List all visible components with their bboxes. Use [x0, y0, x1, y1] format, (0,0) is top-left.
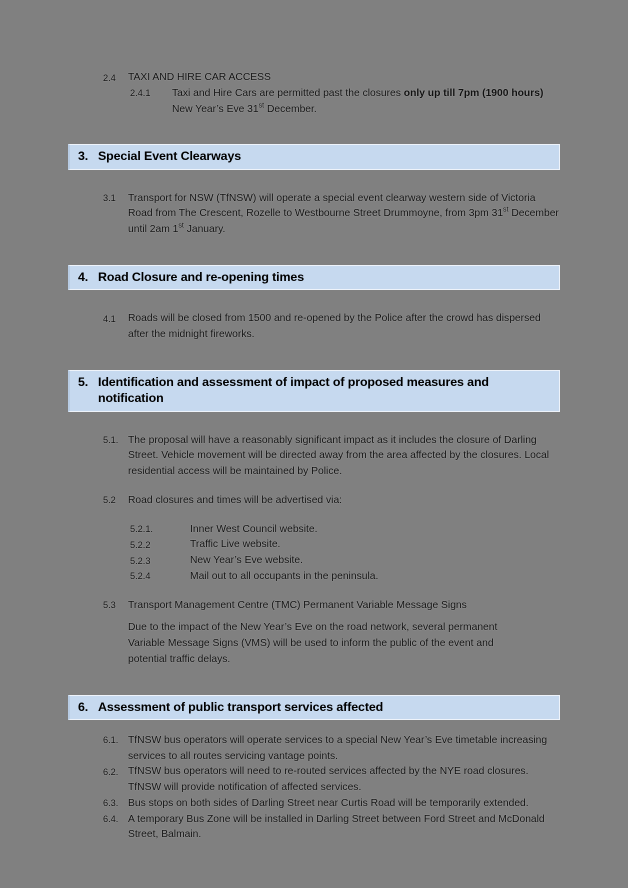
spacer: [68, 720, 560, 733]
clause-text: Bus stops on both sides of Darling Street near Curtis Road will be temporarily extended.: [128, 797, 529, 809]
clause-number: 2.4.1: [130, 88, 151, 99]
clause-text: Road closures and times will be advertised via:: [128, 494, 343, 506]
clause-number: 5.2.4: [130, 571, 151, 582]
clause-5-2: [68, 493, 560, 509]
spacer: [68, 480, 560, 493]
clause-number: 6.4.: [103, 814, 119, 825]
section-number: 5.: [78, 374, 89, 389]
clause-text: TAXI AND HIRE CAR ACCESS: [128, 72, 271, 83]
clause-6-4: [68, 812, 560, 844]
spacer: [68, 668, 560, 695]
clause-5-1: [68, 433, 560, 480]
clause-number: 5.3: [103, 600, 116, 610]
clause-text: Inner West Council website.: [190, 523, 318, 535]
spacer: [68, 509, 560, 522]
clause-5-2-2: [68, 537, 560, 553]
clause-number: 5.2.1.: [130, 524, 153, 534]
clause-number: 5.2: [103, 495, 116, 506]
clause-number: 5.2.3: [130, 555, 151, 566]
clause-text: New Year’s Eve website.: [190, 555, 303, 566]
clause-text: Roads will be closed from 1500 and re-opened by the Police after the crowd has dispersed after the midnight fireworks.: [128, 313, 541, 340]
spacer: [68, 117, 560, 144]
spacer: [68, 613, 560, 620]
clause-6-3: [68, 796, 560, 812]
section-title: Assessment of public transport services affected: [98, 699, 384, 714]
clause-number: 2.4: [103, 72, 116, 83]
spacer: [68, 412, 560, 433]
clause-text-part3: January.: [183, 224, 226, 236]
clause-6-1: [68, 733, 560, 765]
clause-number: 5.1.: [103, 435, 119, 445]
ordinal-suffix: st: [258, 102, 265, 110]
clause-text: Transport Management Centre (TMC) Permanent Variable Message Signs: [128, 599, 467, 611]
clause-text-part2: December until 2am 1: [128, 208, 559, 236]
clause-3-1: [68, 191, 560, 238]
clause-number: 3.1: [103, 193, 116, 204]
clause-number: 6.2.: [103, 766, 119, 777]
clause-5-2-1: [68, 522, 560, 538]
clause-text-part1: Transport for NSW (TfNSW) will operate a special event clearway western side of Victoria Road from The Crescent, Rozelle to Westbourne Street Drummoyne, from 3pm 31: [128, 192, 536, 220]
clause-number: 6.1.: [103, 735, 119, 746]
section-heading-4: [68, 265, 560, 290]
section-title: Identification and assessment of impact of proposed measures and notification: [98, 374, 489, 406]
clause-text: Mail out to all occupants in the peninsula.: [190, 570, 379, 582]
clause-number: 5.2.2: [130, 539, 151, 550]
spacer: [68, 170, 560, 191]
clause-text: TfNSW bus operators will operate services to a special New Year’s Eve timetable increasing services to all routes servicing vantage points.: [128, 734, 548, 762]
clause-5-3-paragraph: Due to the impact of the New Year’s Eve on the road network, several permanent Variable Message Signs (VMS) will be used to inform the public of the event and potential traffic delays.: [128, 622, 498, 665]
clause-text: TfNSW bus operators will need to re-routed services affected by the NYE road closures. TfNSW will provide notification of affected services.: [128, 766, 529, 794]
section-number: 3.: [78, 149, 89, 164]
clause-text: Traffic Live website.: [190, 539, 281, 551]
ordinal-suffix: st: [503, 206, 509, 214]
section-number: 6.: [78, 699, 89, 714]
clause-5-2-3: [68, 553, 560, 569]
clause-text-bold: only up till 7pm (1900 hours): [403, 87, 544, 99]
clause-text: A temporary Bus Zone will be installed in Darling Street between Ford Street and McDonald Street, Balmain.: [128, 813, 545, 841]
clause-number: 6.3.: [103, 798, 119, 809]
clause-2-4: [68, 70, 560, 86]
clause-2-4-1: [68, 86, 560, 118]
section-heading-6: [68, 695, 560, 720]
clause-text-part2: New Year’s Eve 31: [172, 103, 259, 115]
clause-text: [172, 86, 560, 118]
clause-4-1: [68, 311, 560, 343]
ordinal-suffix: st: [178, 222, 184, 230]
clause-text: [128, 191, 560, 238]
clause-text-part1: Taxi and Hire Cars are permitted past the closures: [172, 87, 404, 99]
clause-6-2: [68, 764, 560, 796]
section-heading-5: [68, 370, 560, 412]
spacer: [68, 585, 560, 598]
clause-5-3: [68, 598, 560, 614]
section-heading-3: [68, 144, 560, 169]
clause-text: The proposal will have a reasonably significant impact as it includes the closure of Darling Street. Vehicle movement will be directed away from the area affected by the closures. Local residential access will be maintained by Police.: [128, 434, 550, 477]
document-content: [68, 70, 560, 843]
spacer: [68, 343, 560, 370]
clause-text-part3: December.: [264, 103, 317, 115]
section-title: Special Event Clearways: [98, 149, 242, 164]
clause-5-2-4: [68, 569, 560, 585]
section-number: 4.: [78, 269, 89, 284]
spacer: [68, 238, 560, 265]
spacer: [68, 290, 560, 311]
clause-number: 4.1: [103, 313, 116, 324]
section-title: Road Closure and re-opening times: [98, 269, 304, 284]
